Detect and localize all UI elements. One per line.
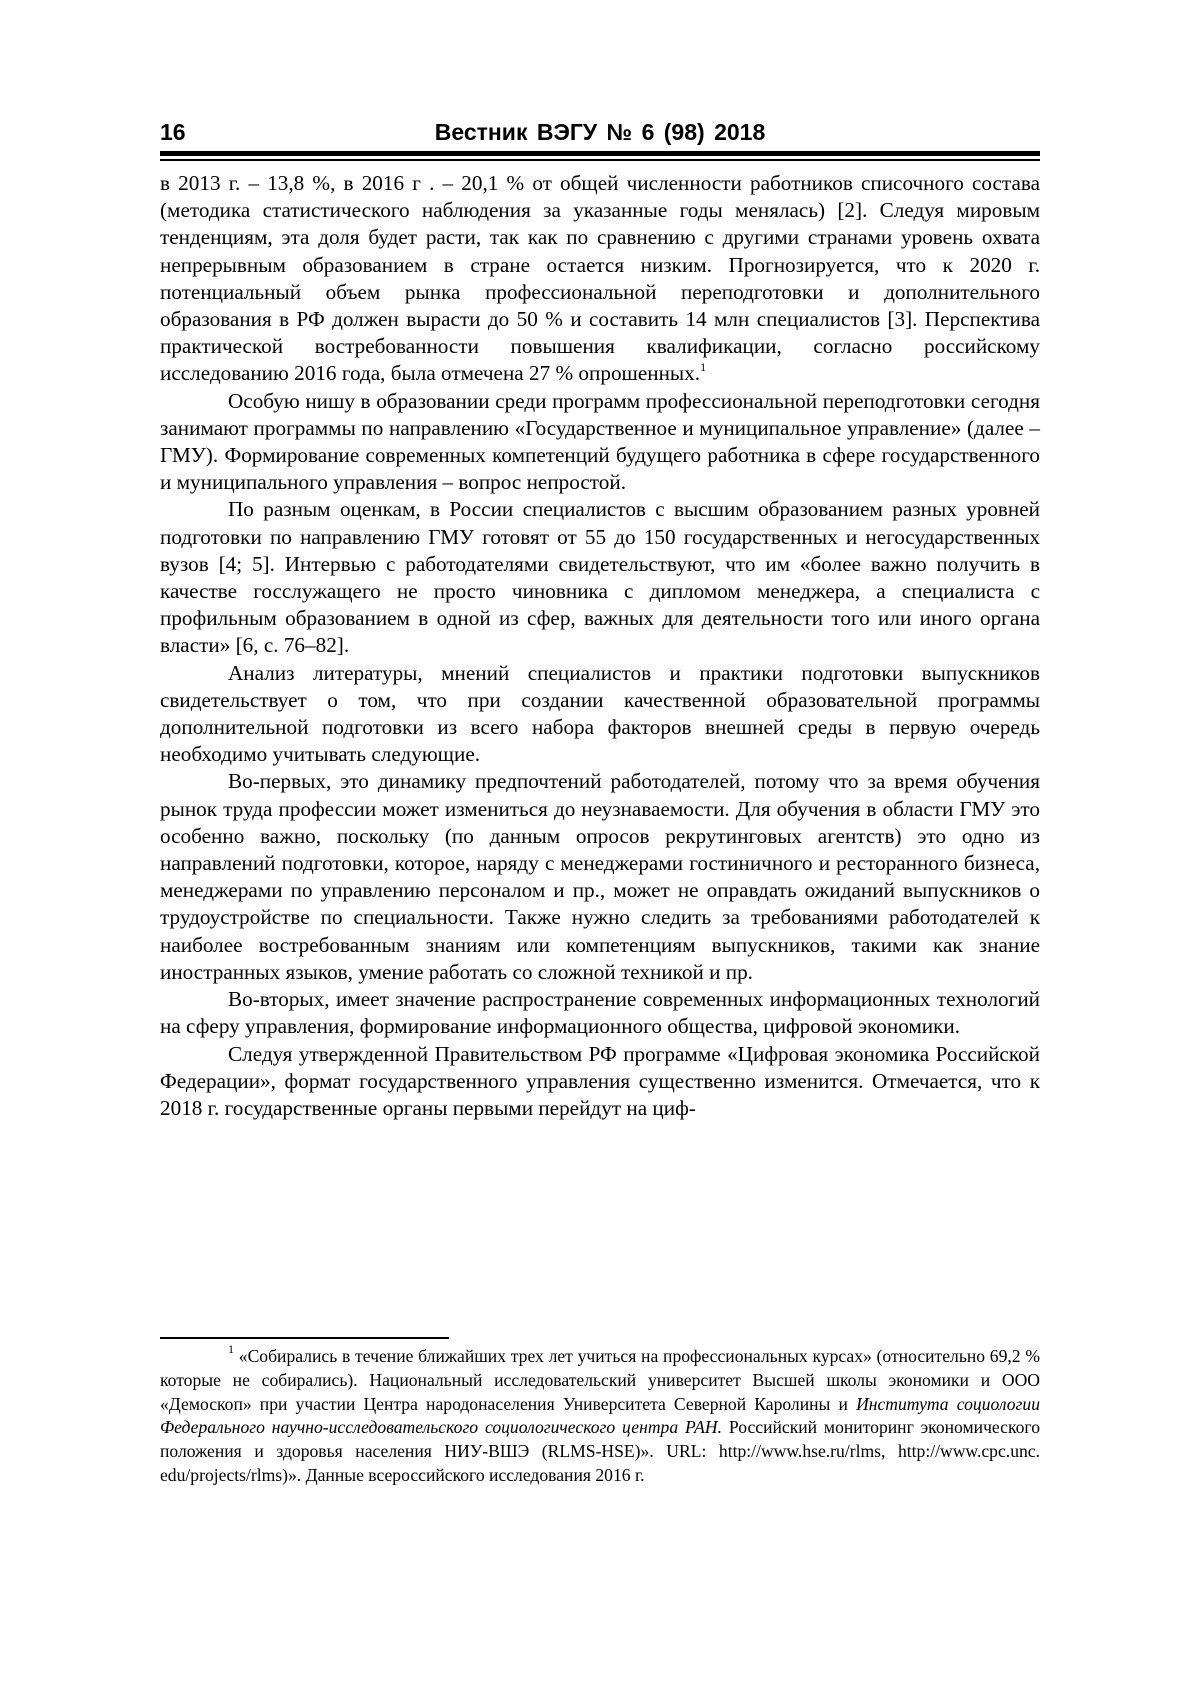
paragraph-1-text: в 2013 г. – 13,8 %, в 2016 г . – 20,1 % от общей численности работников списочного состава (методика статистического наблюдения за указанные годы менялась) [2]. Следуя мировым тенденциям, эта доля будет расти, так как по сравнению с другими странами уровень охвата непрерывным образованием в стране остается низким. Прогнозируется, что к 2020 г. потенциальный объем рынка профессиональной переподготовки и дополнительного образования в РФ должен вырасти до 50 % и составить 14 млн специалистов [3]. Перспектива практической востребованности повышения квалификации, согласно российскому исследованию 2016 года, была отмечена 27 % опрошенных. [160,171,1040,386]
page-number: 16 [160,119,186,145]
paragraph-6: Во-вторых, имеет значение распространение современных информационных технологий на сферу управления, формирование информационного общества, цифровой экономики. [160,987,1040,1039]
journal-title: Вестник ВЭГУ № 6 (98) 2018 [434,119,766,145]
footnote [160,1342,1040,1488]
article-body [160,170,1040,1122]
paragraph-4: Анализ литературы, мнений специалистов и практики подготовки выпускников свидетельствует о том, что при создании качественной образовательной программы дополнительной подготовки из всего набора факторов внешней среды в первую очередь необходимо учитывать следующие. [160,660,1040,767]
paragraph-3: По разным оценкам, в России специалистов с высшим образованием разных уровней подготовки по направлению ГМУ готовят от 55 до 150 государственных и негосударственных вузов [4; 5]. Интервью с работодателями свидетельствуют, что им «более важно получить в качестве госслужащего не просто чиновника с дипломом менеджера, а специалиста с профильным образованием в одной из сфер, важных для деятельности того или иного органа власти» [6, с. 76–82]. [160,497,1040,658]
paragraph-1 [160,170,1040,388]
footnote-text-before: «Собирались в течение ближайших трех лет учиться на профессиональных курсах» (относительно 69,2 % которые не собирались). Национальный исследовательский университет Высшей школы экономики и ООО «Демоскоп» при участии Центра народонаселения Университета Северной Каролины и [160,1346,1040,1414]
header-rule-thin [160,159,1040,161]
running-header [160,111,1040,151]
footnote-separator [160,1337,449,1339]
footnote-marker: 1 [228,1342,234,1356]
paragraph-2: Особую нишу в образовании среди программ профессиональной переподготовки сегодня занимают программы по направлению «Государственное и муниципальное управление» (далее – ГМУ). Формирование современных компетенций будущего работника в сфере государственного и муниципального управления – вопрос непростой. [160,388,1040,495]
paragraph-5: Во-первых, это динамику предпочтений работодателей, потому что за время обучения рынок труда профессии может измениться до неузнаваемости. Для обучения в области ГМУ это особенно важно, поскольку (по данным опросов рекрутинговых агентств) это одно из направлений подготовки, которое, наряду с менеджерами гостиничного и ресторанного бизнеса, менеджерами по управлению персоналом и пр., может не оправдать ожиданий выпускников о трудоустройстве по специальности. Также нужно следить за требованиями работодателей к наиболее востребованным знаниям или компетенциям выпускников, такими как знание иностранных языков, умение работать со сложной техникой и пр. [160,769,1040,984]
paragraph-7: Следуя утвержденной Правительством РФ программе «Цифровая экономика Российской Федерации», формат государственного управления существенно изменится. Отмечается, что к 2018 г. государственные органы первыми перейдут на циф- [160,1041,1040,1120]
footnote-text-after: Российский мониторинг экономического положения и здоровья населения НИУ-ВШЭ (RLMS-HSE)». URL: http://www.hse.ru/rlms, http://www.cpc.unc.​edu/projects/rlms)». Данные всероссийского исследования 2016 г. [160,1417,1040,1485]
footnote-paragraph [160,1342,1040,1488]
header-rule-thick [160,151,1040,156]
footnote-reference: 1 [700,360,707,375]
footnote-text-italic: Института социологии Федерального научно-исследовательского социологического центра РАН. [160,1393,1040,1438]
